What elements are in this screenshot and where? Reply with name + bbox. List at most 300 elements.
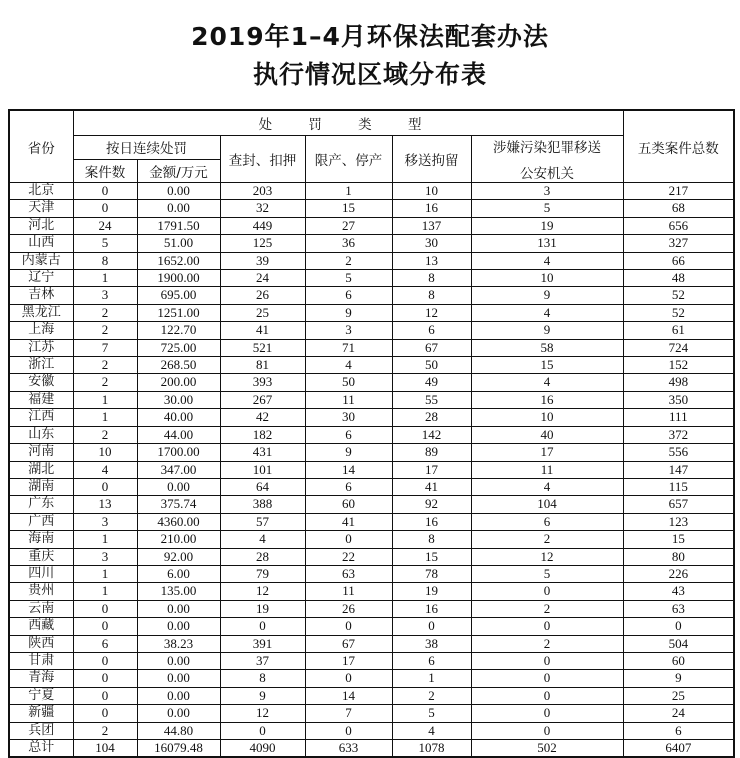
cell-limit: 22 (305, 548, 392, 565)
table-row (9, 200, 734, 217)
cell-crime-transfer: 16 (471, 391, 623, 408)
cell-seal: 4 (220, 531, 305, 548)
cell-crime-transfer: 17 (471, 444, 623, 461)
cell-total: 68 (623, 200, 734, 217)
cell-amount: 1700.00 (137, 444, 220, 461)
cell-seal: 28 (220, 548, 305, 565)
cell-crime-transfer: 19 (471, 217, 623, 234)
table-row (9, 339, 734, 356)
cell-crime-transfer: 4 (471, 252, 623, 269)
cell-case-count: 0 (73, 705, 137, 722)
cell-amount: 51.00 (137, 235, 220, 252)
distribution-table (8, 109, 735, 758)
cell-province: 海南 (9, 531, 73, 548)
cell-amount: 1791.50 (137, 217, 220, 234)
cell-total: 0 (623, 618, 734, 635)
cell-amount: 0.00 (137, 687, 220, 704)
cell-case-count: 0 (73, 652, 137, 669)
cell-detention: 16 (392, 200, 471, 217)
cell-crime-transfer: 2 (471, 600, 623, 617)
table-row (9, 705, 734, 722)
table-row (9, 444, 734, 461)
cell-total: 147 (623, 461, 734, 478)
cell-province: 上海 (9, 322, 73, 339)
cell-detention: 0 (392, 618, 471, 635)
table-row (9, 722, 734, 739)
cell-crime-transfer: 9 (471, 287, 623, 304)
cell-province: 吉林 (9, 287, 73, 304)
cell-province: 安徽 (9, 374, 73, 391)
table-row (9, 409, 734, 426)
cell-seal: 8 (220, 670, 305, 687)
cell-case-count: 104 (73, 740, 137, 758)
title-line-2: 执行情况区域分布表 (252, 60, 487, 89)
cell-total: 61 (623, 322, 734, 339)
cell-amount: 375.74 (137, 496, 220, 513)
cell-crime-transfer: 3 (471, 183, 623, 200)
cell-seal: 101 (220, 461, 305, 478)
cell-seal: 37 (220, 652, 305, 669)
cell-case-count: 2 (73, 426, 137, 443)
cell-amount: 30.00 (137, 391, 220, 408)
header-amount: 金额/万元 (137, 159, 220, 183)
cell-total: 350 (623, 391, 734, 408)
cell-detention: 30 (392, 235, 471, 252)
cell-province: 湖北 (9, 461, 73, 478)
cell-seal: 81 (220, 357, 305, 374)
cell-crime-transfer: 4 (471, 478, 623, 495)
cell-province: 西藏 (9, 618, 73, 635)
cell-amount: 0.00 (137, 183, 220, 200)
cell-crime-transfer: 5 (471, 565, 623, 582)
cell-province: 宁夏 (9, 687, 73, 704)
cell-detention: 49 (392, 374, 471, 391)
cell-case-count: 1 (73, 391, 137, 408)
cell-seal: 12 (220, 583, 305, 600)
table-row (9, 426, 734, 443)
cell-amount: 6.00 (137, 565, 220, 582)
cell-province: 河南 (9, 444, 73, 461)
cell-seal: 388 (220, 496, 305, 513)
cell-crime-transfer: 4 (471, 304, 623, 321)
cell-amount: 200.00 (137, 374, 220, 391)
cell-amount: 347.00 (137, 461, 220, 478)
cell-crime-transfer: 4 (471, 374, 623, 391)
cell-total: 6407 (623, 740, 734, 758)
cell-total: 226 (623, 565, 734, 582)
cell-province: 江西 (9, 409, 73, 426)
table-row (9, 670, 734, 687)
cell-limit: 17 (305, 652, 392, 669)
cell-detention: 16 (392, 513, 471, 530)
cell-limit: 60 (305, 496, 392, 513)
cell-seal: 19 (220, 600, 305, 617)
cell-total: 52 (623, 287, 734, 304)
cell-detention: 6 (392, 652, 471, 669)
cell-crime-transfer: 131 (471, 235, 623, 252)
cell-amount: 0.00 (137, 705, 220, 722)
cell-limit: 3 (305, 322, 392, 339)
cell-case-count: 1 (73, 583, 137, 600)
cell-crime-transfer: 502 (471, 740, 623, 758)
cell-case-count: 4 (73, 461, 137, 478)
cell-amount: 44.00 (137, 426, 220, 443)
cell-province: 江苏 (9, 339, 73, 356)
cell-seal: 41 (220, 322, 305, 339)
cell-crime-transfer: 0 (471, 722, 623, 739)
cell-case-count: 2 (73, 374, 137, 391)
cell-detention: 89 (392, 444, 471, 461)
cell-amount: 40.00 (137, 409, 220, 426)
cell-case-count: 7 (73, 339, 137, 356)
cell-detention: 55 (392, 391, 471, 408)
cell-crime-transfer: 58 (471, 339, 623, 356)
cell-detention: 8 (392, 270, 471, 287)
cell-limit: 6 (305, 478, 392, 495)
cell-detention: 2 (392, 687, 471, 704)
table-row (9, 478, 734, 495)
cell-detention: 92 (392, 496, 471, 513)
cell-province: 辽宁 (9, 270, 73, 287)
table-row (9, 322, 734, 339)
cell-case-count: 2 (73, 357, 137, 374)
table-row (9, 652, 734, 669)
table-row (9, 287, 734, 304)
cell-province: 贵州 (9, 583, 73, 600)
cell-crime-transfer: 9 (471, 322, 623, 339)
cell-amount: 1900.00 (137, 270, 220, 287)
title-line-1: 2019年1–4月环保法配套办法 (191, 22, 549, 51)
cell-detention: 16 (392, 600, 471, 617)
cell-province: 兵团 (9, 722, 73, 739)
cell-limit: 7 (305, 705, 392, 722)
cell-case-count: 0 (73, 687, 137, 704)
cell-total: 504 (623, 635, 734, 652)
cell-crime-transfer: 0 (471, 618, 623, 635)
cell-amount: 4360.00 (137, 513, 220, 530)
cell-limit: 0 (305, 618, 392, 635)
cell-total: 724 (623, 339, 734, 356)
cell-limit: 67 (305, 635, 392, 652)
cell-province: 云南 (9, 600, 73, 617)
cell-province: 重庆 (9, 548, 73, 565)
cell-seal: 39 (220, 252, 305, 269)
cell-province: 浙江 (9, 357, 73, 374)
table-row (9, 391, 734, 408)
cell-case-count: 24 (73, 217, 137, 234)
cell-detention: 8 (392, 531, 471, 548)
cell-amount: 210.00 (137, 531, 220, 548)
cell-detention: 38 (392, 635, 471, 652)
cell-total: 556 (623, 444, 734, 461)
table-row (9, 270, 734, 287)
cell-seal: 125 (220, 235, 305, 252)
cell-crime-transfer: 104 (471, 496, 623, 513)
cell-limit: 14 (305, 687, 392, 704)
cell-limit: 0 (305, 670, 392, 687)
cell-limit: 2 (305, 252, 392, 269)
cell-crime-transfer: 12 (471, 548, 623, 565)
cell-case-count: 2 (73, 304, 137, 321)
cell-total: 66 (623, 252, 734, 269)
cell-total: 111 (623, 409, 734, 426)
header-crime-line2: 公安机关 (520, 166, 575, 182)
cell-case-count: 13 (73, 496, 137, 513)
cell-seal: 42 (220, 409, 305, 426)
cell-case-count: 3 (73, 287, 137, 304)
cell-seal: 449 (220, 217, 305, 234)
cell-seal: 4090 (220, 740, 305, 758)
cell-province: 甘肃 (9, 652, 73, 669)
cell-case-count: 3 (73, 513, 137, 530)
cell-limit: 27 (305, 217, 392, 234)
cell-amount: 92.00 (137, 548, 220, 565)
cell-limit: 50 (305, 374, 392, 391)
cell-seal: 12 (220, 705, 305, 722)
cell-seal: 182 (220, 426, 305, 443)
cell-case-count: 2 (73, 322, 137, 339)
cell-amount: 695.00 (137, 287, 220, 304)
cell-case-count: 0 (73, 670, 137, 687)
cell-province: 山西 (9, 235, 73, 252)
cell-amount: 725.00 (137, 339, 220, 356)
header-seal: 查封、扣押 (220, 136, 305, 183)
cell-limit: 63 (305, 565, 392, 582)
cell-total: 327 (623, 235, 734, 252)
cell-limit: 30 (305, 409, 392, 426)
cell-total: 657 (623, 496, 734, 513)
cell-seal: 0 (220, 722, 305, 739)
cell-total: 43 (623, 583, 734, 600)
cell-case-count: 8 (73, 252, 137, 269)
cell-crime-transfer: 40 (471, 426, 623, 443)
cell-total: 9 (623, 670, 734, 687)
cell-crime-transfer: 2 (471, 531, 623, 548)
cell-total: 25 (623, 687, 734, 704)
cell-amount: 122.70 (137, 322, 220, 339)
cell-detention: 4 (392, 722, 471, 739)
cell-province: 总计 (9, 740, 73, 758)
cell-total: 152 (623, 357, 734, 374)
cell-crime-transfer: 5 (471, 200, 623, 217)
cell-province: 新疆 (9, 705, 73, 722)
table-row (9, 635, 734, 652)
cell-seal: 431 (220, 444, 305, 461)
cell-total: 24 (623, 705, 734, 722)
cell-amount: 44.80 (137, 722, 220, 739)
cell-limit: 5 (305, 270, 392, 287)
header-total: 五类案件总数 (623, 110, 734, 183)
cell-province: 福建 (9, 391, 73, 408)
table-row (9, 357, 734, 374)
cell-limit: 26 (305, 600, 392, 617)
table-row (9, 304, 734, 321)
cell-detention: 50 (392, 357, 471, 374)
cell-detention: 28 (392, 409, 471, 426)
cell-province: 北京 (9, 183, 73, 200)
cell-detention: 13 (392, 252, 471, 269)
cell-amount: 16079.48 (137, 740, 220, 758)
cell-limit: 9 (305, 304, 392, 321)
cell-seal: 9 (220, 687, 305, 704)
cell-detention: 1 (392, 670, 471, 687)
cell-province: 河北 (9, 217, 73, 234)
cell-amount: 135.00 (137, 583, 220, 600)
cell-case-count: 0 (73, 183, 137, 200)
cell-crime-transfer: 0 (471, 670, 623, 687)
table-row (9, 583, 734, 600)
cell-detention: 137 (392, 217, 471, 234)
header-crime (471, 136, 623, 183)
cell-limit: 15 (305, 200, 392, 217)
cell-case-count: 6 (73, 635, 137, 652)
cell-crime-transfer: 0 (471, 705, 623, 722)
cell-detention: 8 (392, 287, 471, 304)
cell-case-count: 1 (73, 531, 137, 548)
header-province: 省份 (9, 110, 73, 183)
header-limit: 限产、停产 (305, 136, 392, 183)
cell-crime-transfer: 2 (471, 635, 623, 652)
cell-seal: 79 (220, 565, 305, 582)
cell-province: 天津 (9, 200, 73, 217)
cell-crime-transfer: 10 (471, 409, 623, 426)
cell-detention: 78 (392, 565, 471, 582)
cell-province: 内蒙古 (9, 252, 73, 269)
cell-total: 217 (623, 183, 734, 200)
header-detention: 移送拘留 (392, 136, 471, 183)
cell-limit: 0 (305, 722, 392, 739)
cell-crime-transfer: 6 (471, 513, 623, 530)
cell-case-count: 3 (73, 548, 137, 565)
cell-amount: 0.00 (137, 200, 220, 217)
cell-case-count: 1 (73, 565, 137, 582)
cell-detention: 67 (392, 339, 471, 356)
cell-amount: 1652.00 (137, 252, 220, 269)
header-daily-penalty: 按日连续处罚 (73, 136, 220, 160)
table-row (9, 531, 734, 548)
cell-limit: 14 (305, 461, 392, 478)
cell-province: 青海 (9, 670, 73, 687)
cell-detention: 6 (392, 322, 471, 339)
cell-seal: 521 (220, 339, 305, 356)
cell-total: 15 (623, 531, 734, 548)
cell-case-count: 1 (73, 270, 137, 287)
cell-limit: 6 (305, 426, 392, 443)
cell-province: 四川 (9, 565, 73, 582)
cell-crime-transfer: 0 (471, 583, 623, 600)
cell-total: 63 (623, 600, 734, 617)
cell-case-count: 0 (73, 600, 137, 617)
cell-limit: 0 (305, 531, 392, 548)
cell-total: 498 (623, 374, 734, 391)
table-row (9, 496, 734, 513)
cell-seal: 0 (220, 618, 305, 635)
table-row (9, 374, 734, 391)
cell-crime-transfer: 0 (471, 652, 623, 669)
cell-total: 60 (623, 652, 734, 669)
cell-detention: 19 (392, 583, 471, 600)
table-row (9, 548, 734, 565)
cell-seal: 32 (220, 200, 305, 217)
cell-total: 48 (623, 270, 734, 287)
cell-seal: 267 (220, 391, 305, 408)
cell-total: 372 (623, 426, 734, 443)
cell-amount: 268.50 (137, 357, 220, 374)
header-penalty-type: 处 罚 类 型 (73, 110, 623, 136)
cell-case-count: 5 (73, 235, 137, 252)
cell-limit: 11 (305, 583, 392, 600)
cell-case-count: 0 (73, 478, 137, 495)
cell-seal: 203 (220, 183, 305, 200)
cell-case-count: 1 (73, 409, 137, 426)
table-row (9, 618, 734, 635)
cell-limit: 633 (305, 740, 392, 758)
cell-limit: 41 (305, 513, 392, 530)
cell-amount: 0.00 (137, 652, 220, 669)
cell-province: 广西 (9, 513, 73, 530)
cell-crime-transfer: 0 (471, 687, 623, 704)
cell-limit: 9 (305, 444, 392, 461)
cell-detention: 12 (392, 304, 471, 321)
table-row (9, 252, 734, 269)
cell-detention: 15 (392, 548, 471, 565)
cell-province: 山东 (9, 426, 73, 443)
cell-amount: 0.00 (137, 600, 220, 617)
cell-seal: 391 (220, 635, 305, 652)
header-crime-line1: 涉嫌污染犯罪移送 (493, 140, 602, 156)
cell-amount: 1251.00 (137, 304, 220, 321)
cell-seal: 57 (220, 513, 305, 530)
cell-crime-transfer: 11 (471, 461, 623, 478)
table-row (9, 461, 734, 478)
cell-seal: 24 (220, 270, 305, 287)
cell-seal: 25 (220, 304, 305, 321)
cell-total: 6 (623, 722, 734, 739)
table-row (9, 600, 734, 617)
cell-case-count: 2 (73, 722, 137, 739)
cell-province: 广东 (9, 496, 73, 513)
cell-limit: 36 (305, 235, 392, 252)
cell-total: 123 (623, 513, 734, 530)
cell-detention: 142 (392, 426, 471, 443)
cell-detention: 17 (392, 461, 471, 478)
cell-amount: 0.00 (137, 618, 220, 635)
cell-total: 115 (623, 478, 734, 495)
table-row (9, 565, 734, 582)
table-row (9, 183, 734, 200)
table-row (9, 513, 734, 530)
cell-crime-transfer: 15 (471, 357, 623, 374)
cell-province: 黑龙江 (9, 304, 73, 321)
cell-case-count: 10 (73, 444, 137, 461)
cell-case-count: 0 (73, 618, 137, 635)
table-row (9, 687, 734, 704)
cell-amount: 0.00 (137, 670, 220, 687)
cell-detention: 41 (392, 478, 471, 495)
cell-province: 陕西 (9, 635, 73, 652)
cell-amount: 38.23 (137, 635, 220, 652)
cell-seal: 64 (220, 478, 305, 495)
cell-amount: 0.00 (137, 478, 220, 495)
cell-crime-transfer: 10 (471, 270, 623, 287)
cell-detention: 5 (392, 705, 471, 722)
table-row (9, 235, 734, 252)
cell-limit: 6 (305, 287, 392, 304)
cell-detention: 10 (392, 183, 471, 200)
cell-province: 湖南 (9, 478, 73, 495)
cell-total: 656 (623, 217, 734, 234)
cell-total: 52 (623, 304, 734, 321)
